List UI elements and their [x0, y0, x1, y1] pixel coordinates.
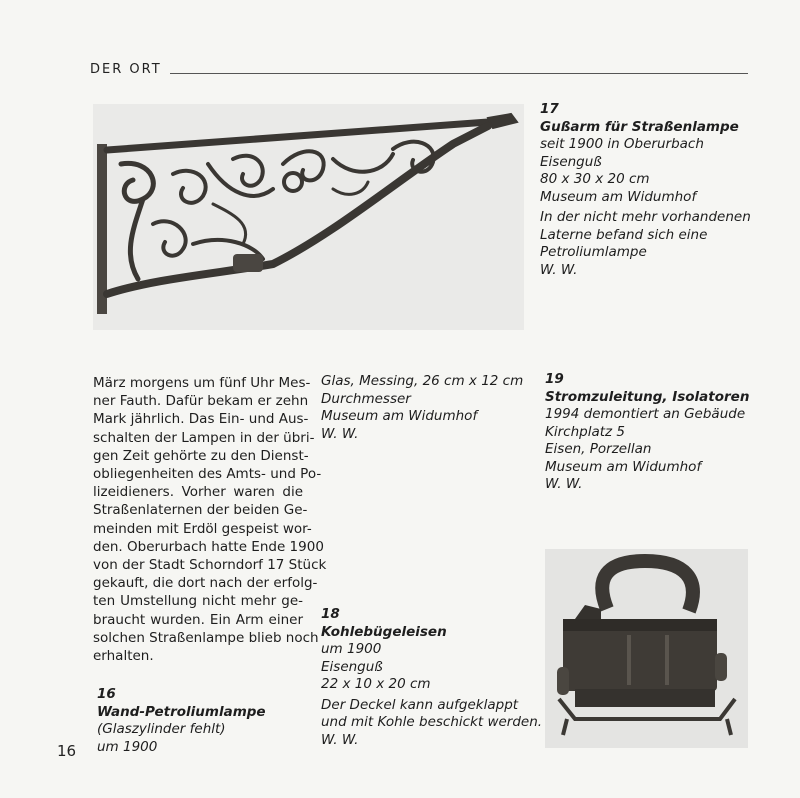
header-title: DER ORT — [90, 62, 162, 77]
item-detail: Eisenguß — [540, 153, 602, 170]
item-note: In der nicht mehr vorhandenen — [540, 209, 751, 225]
item-detail: Glas, Messing, 26 cm x 12 cm — [321, 373, 524, 389]
body-line: schalten der Lampen in der übri- — [93, 429, 315, 446]
body-line: lizeidieners. Vorher waren die — [93, 484, 303, 501]
item-note: Der Deckel kann aufgeklappt — [321, 696, 519, 713]
item-number: 19 — [545, 371, 564, 387]
body-line: von der Stadt Schorndorf 17 Stück — [93, 557, 327, 574]
item-note: und mit Kohle beschickt werden. — [321, 714, 543, 730]
item-title: Gußarm für Straßenlampe — [540, 118, 739, 135]
item-detail: 1994 demontiert an Gebäude — [545, 406, 746, 422]
item-detail: um 1900 — [97, 738, 158, 755]
photo-lamp-bracket — [93, 104, 524, 330]
body-line: ner Fauth. Dafür bekam er zehn — [93, 393, 309, 410]
item-note: Petroliumlampe — [540, 244, 647, 260]
item-detail: 80 x 30 x 20 cm — [540, 171, 650, 187]
item-title: Stromzuleitung, Isolatoren — [545, 388, 750, 405]
body-line: den. Oberurbach hatte Ende 1900 — [93, 538, 324, 555]
item-initials: W. W. — [545, 476, 583, 492]
photo-charcoal-iron — [545, 549, 748, 748]
caption-item-17 — [540, 101, 751, 279]
caption-item-18 — [321, 606, 542, 749]
item-number: 18 — [321, 606, 340, 622]
item-detail: Eisenguß — [321, 658, 383, 675]
item-note: Laterne befand sich eine — [540, 226, 708, 243]
body-line: März morgens um fünf Uhr Mes- — [93, 375, 311, 391]
header-rule — [170, 73, 748, 74]
item-detail: Eisen, Porzellan — [545, 441, 652, 457]
item-detail: Museum am Widumhof — [321, 408, 478, 424]
body-line: ten Umstellung nicht mehr ge- — [93, 593, 303, 610]
item-detail: um 1900 — [321, 641, 382, 657]
charcoal-iron-illustration — [545, 549, 748, 748]
body-line: Mark jährlich. Das Ein- und Aus- — [93, 411, 309, 428]
item-detail: (Glaszylinder fehlt) — [97, 721, 226, 737]
item-detail: Kirchplatz 5 — [545, 423, 625, 440]
item-number: 16 — [97, 686, 116, 702]
body-line: solchen Straßenlampe blieb noch — [93, 629, 319, 646]
body-line: gekauft, die dort nach der erfolg- — [93, 575, 318, 592]
item-initials: W. W. — [321, 731, 359, 748]
caption-item-19 — [545, 371, 749, 494]
item-initials: W. W. — [321, 425, 359, 442]
body-line: gen Zeit gehörte zu den Dienst- — [93, 447, 309, 464]
body-line: braucht wurden. Ein Arm einer — [93, 611, 303, 628]
item-detail: Museum am Widumhof — [540, 188, 697, 205]
item-title: Wand-Petroliumlampe — [97, 703, 266, 720]
item-detail: Durchmesser — [321, 390, 411, 407]
item-initials: W. W. — [540, 261, 578, 278]
body-line: erhalten. — [93, 648, 154, 665]
item-title: Kohlebügeleisen — [321, 623, 447, 640]
lamp-bracket-illustration — [93, 104, 524, 330]
item-number: 17 — [540, 101, 559, 117]
page-number: 16 — [57, 742, 77, 760]
body-line: obliegenheiten des Amts- und Po- — [93, 466, 322, 483]
item-detail: seit 1900 in Oberurbach — [540, 136, 704, 152]
item-detail: 22 x 10 x 20 cm — [321, 676, 431, 692]
caption-item-16-continued — [321, 373, 523, 443]
body-line: meinden mit Erdöl gespeist wor- — [93, 520, 312, 537]
body-line: Straßenlaternen der beiden Ge- — [93, 502, 308, 519]
body-text — [93, 374, 327, 665]
item-detail: Museum am Widumhof — [545, 458, 702, 475]
caption-item-16 — [97, 686, 266, 756]
